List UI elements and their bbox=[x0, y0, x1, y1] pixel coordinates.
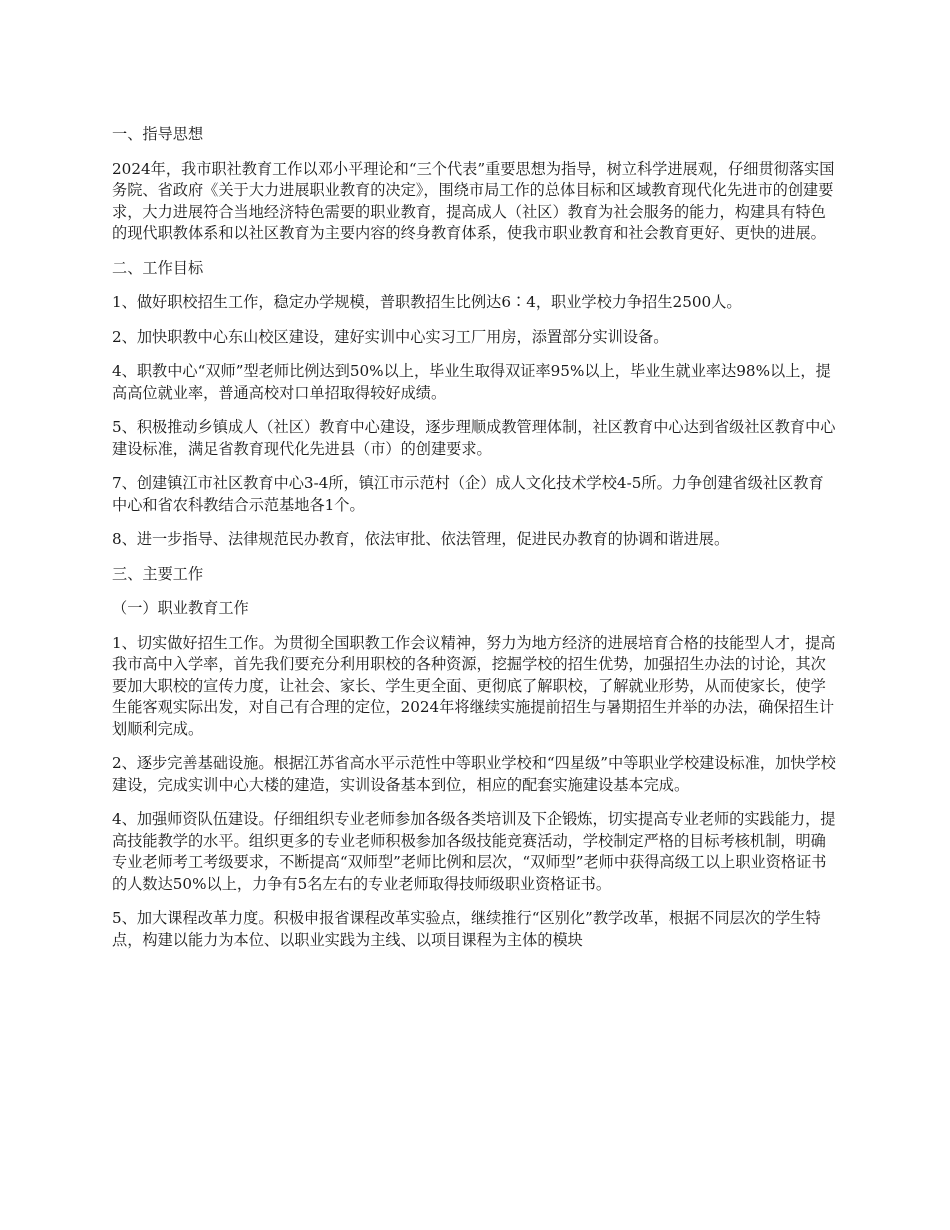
subsection-heading-vocational: （一）职业教育工作 bbox=[112, 599, 249, 617]
document-page bbox=[112, 124, 837, 964]
work-item-5: 5、加大课程改革力度。积极申报省课程改革实验点，继续推行“区别化”教学改革，根据不同层次的学生特点，构建以能力为本位、以职业实践为主线、以项目课程为主体的模块 bbox=[112, 909, 821, 949]
paragraph-guiding-ideology: 2024年，我市职社教育工作以邓小平理论和“三个代表”重要思想为指导，树立科学进展观，仔细贯彻落实国务院、省政府《关于大力进展职业教育的决定》，围绕市局工作的总体目标和区域教育现代化先进市的创建要求，大力进展符合当地经济特色需要的职业教育，提高成人（社区）教育为社会服务的能力，构建具有特色的现代职教体系和以社区教育为主要内容的终身教育体系，使我市职业教育和社会教育更好、更快的进展。 bbox=[112, 159, 835, 242]
section-heading-main-work: 三、主要工作 bbox=[112, 564, 204, 583]
goal-item-1: 1、做好职校招生工作，稳定办学规模，普职教招生比例达6∶4，职业学校力争招生2500人。 bbox=[112, 293, 742, 311]
section-heading-work-goals: 二、工作目标 bbox=[112, 258, 204, 277]
goal-item-8: 8、进一步指导、法律规范民办教育，依法审批、依法管理，促进民办教育的协调和谐进展。 bbox=[112, 530, 730, 548]
work-item-4: 4、加强师资队伍建设。仔细组织专业老师参加各级各类培训及下企锻炼，切实提高专业老师的实践能力，提高技能教学的水平。组织更多的专业老师积极参加各级技能竞赛活动，学校制定严格的目标考核机制，明确专业老师考工考级要求，不断提高“双师型”老师比例和层次，“双师型”老师中获得高级工以上职业资格证书的人数达50%以上，力争有5名左右的专业老师取得技师级职业资格证书。 bbox=[112, 810, 836, 893]
work-item-2: 2、逐步完善基础设施。根据江苏省高水平示范性中等职业学校和“四星级”中等职业学校建设标准，加快学校建设，完成实训中心大楼的建造，实训设备基本到位，相应的配套实施建设基本完成。 bbox=[112, 754, 836, 794]
section-heading-guiding-ideology: 一、指导思想 bbox=[112, 125, 204, 143]
goal-item-5: 5、积极推动乡镇成人（社区）教育中心建设，逐步理顺成教管理体制，社区教育中心达到省级社区教育中心建设标准，满足省教育现代化先进县（市）的创建要求。 bbox=[112, 418, 836, 458]
goal-item-4: 4、职教中心“双师”型老师比例达到50%以上，毕业生取得双证率95%以上，毕业生就业率达98%以上，提高高位就业率，普通高校对口单招取得较好成绩。 bbox=[112, 362, 831, 402]
goal-item-2: 2、加快职教中心东山校区建设，建好实训中心实习工厂用房，添置部分实训设备。 bbox=[112, 327, 669, 346]
goal-item-7: 7、创建镇江市社区教育中心3-4所，镇江市示范村（企）成人文化技术学校4-5所。力争创建省级社区教育中心和省农科教结合示范基地各1个。 bbox=[112, 474, 824, 514]
work-item-1: 1、切实做好招生工作。为贯彻全国职教工作会议精神，努力为地方经济的进展培育合格的技能型人才，提高我市高中入学率，首先我们要充分利用职校的各种资源，挖掘学校的招生优势，加强招生办法的讨论，其次要加大职校的宣传力度，让社会、家长、学生更全面、更彻底了解职校，了解就业形势，从而使家长，使学生能客观实际出发，对自己有合理的定位，2024年将继续实施提前招生与暑期招生并举的办法，确保招生计划顺利完成。 bbox=[112, 633, 836, 738]
